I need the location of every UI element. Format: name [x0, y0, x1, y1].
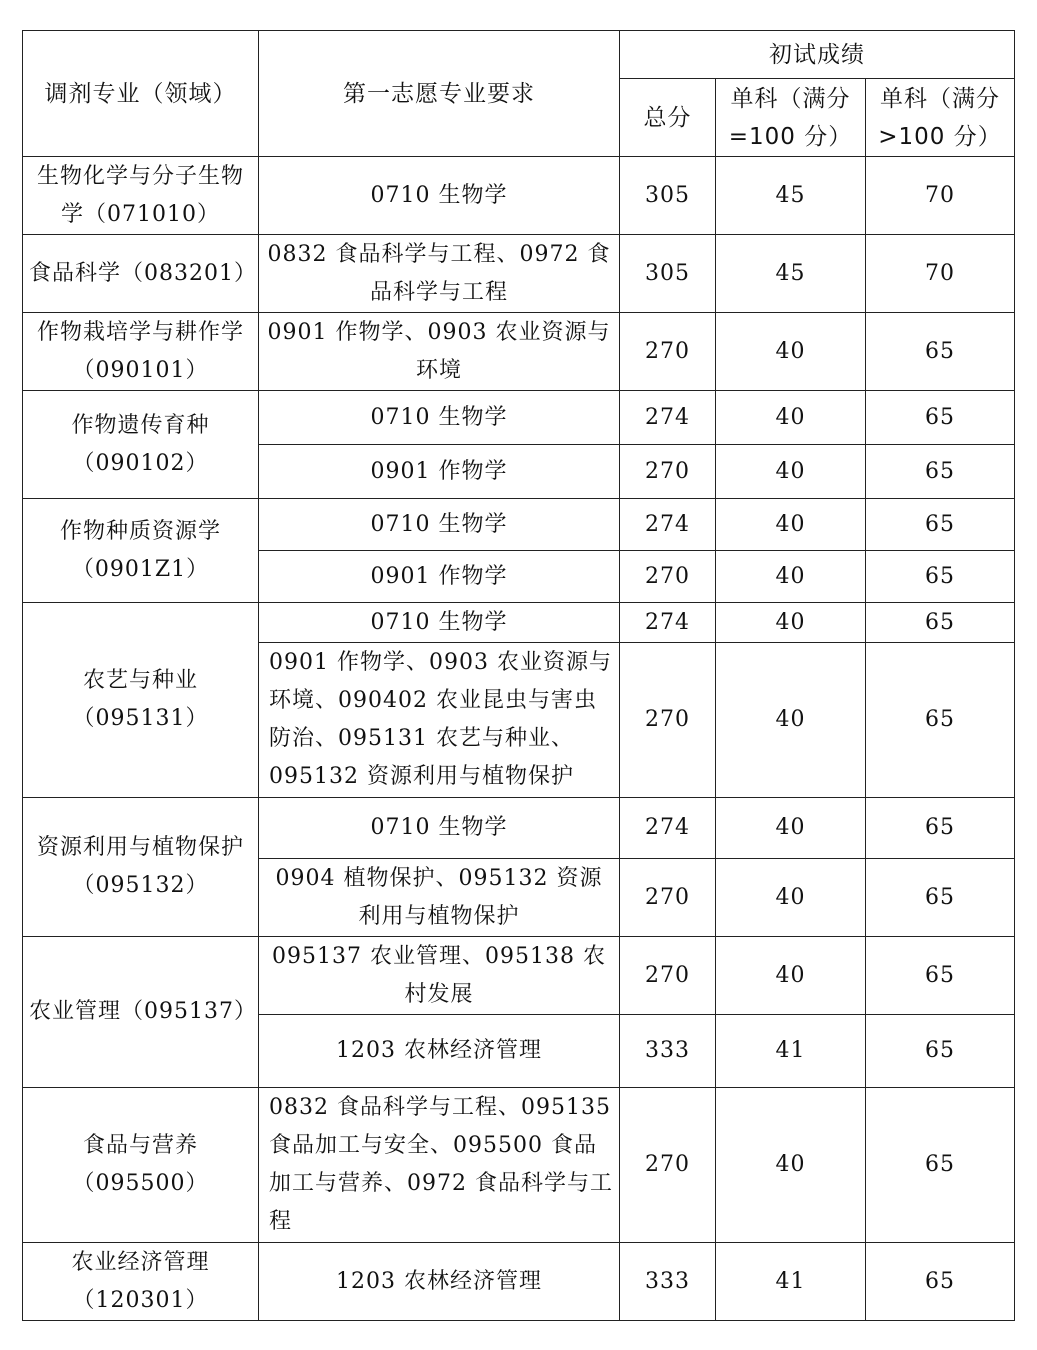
requirement-cell: 0832 食品科学与工程、0972 食品科学与工程: [259, 235, 620, 313]
major-cell: 农艺与种业（095131）: [23, 603, 259, 798]
total-score-cell: 274: [620, 798, 716, 859]
major-cell: 食品科学（083201）: [23, 235, 259, 313]
total-score-cell: 274: [620, 603, 716, 643]
single-100-cell: 40: [716, 937, 866, 1015]
total-score-cell: 274: [620, 499, 716, 551]
major-cell: 资源利用与植物保护（095132）: [23, 798, 259, 937]
requirement-cell: 0710 生物学: [259, 798, 620, 859]
single-gt100-cell: 65: [866, 445, 1015, 499]
requirement-cell: 0904 植物保护、095132 资源利用与植物保护: [259, 859, 620, 937]
table-row: [23, 937, 1015, 1015]
single-100-cell: 41: [716, 1243, 866, 1321]
table-row: [23, 391, 1015, 445]
total-score-cell: 270: [620, 859, 716, 937]
single-100-cell: 40: [716, 313, 866, 391]
single-100-cell: 40: [716, 643, 866, 798]
single-gt100-cell: 65: [866, 937, 1015, 1015]
table-row: [23, 603, 1015, 643]
admission-score-table: [22, 30, 1015, 1321]
single-100-cell: 40: [716, 1088, 866, 1243]
single-100-cell: 40: [716, 859, 866, 937]
single-gt100-cell: 65: [866, 859, 1015, 937]
single-gt100-cell: 65: [866, 603, 1015, 643]
requirement-cell: 0901 作物学: [259, 551, 620, 603]
single-gt100-cell: 65: [866, 499, 1015, 551]
total-score-cell: 270: [620, 1088, 716, 1243]
requirement-cell: 0710 生物学: [259, 499, 620, 551]
major-cell: 农业管理（095137）: [23, 937, 259, 1088]
header-requirement: 第一志愿专业要求: [259, 31, 620, 157]
header-single-100: 单科（满分=100 分）: [716, 79, 866, 157]
requirement-cell: 0901 作物学、0903 农业资源与环境、090402 农业昆虫与害虫防治、095131 农艺与种业、095132 资源利用与植物保护: [259, 643, 620, 798]
single-gt100-cell: 65: [866, 798, 1015, 859]
single-100-cell: 45: [716, 235, 866, 313]
requirement-cell: 0710 生物学: [259, 391, 620, 445]
single-gt100-cell: 65: [866, 313, 1015, 391]
total-score-cell: 270: [620, 643, 716, 798]
major-cell: 作物种质资源学（0901Z1）: [23, 499, 259, 603]
single-gt100-cell: 70: [866, 235, 1015, 313]
requirement-cell: 1203 农林经济管理: [259, 1243, 620, 1321]
table-row: [23, 1088, 1015, 1243]
requirement-cell: 0832 食品科学与工程、095135 食品加工与安全、095500 食品加工与营养、0972 食品科学与工程: [259, 1088, 620, 1243]
table-row: [23, 499, 1015, 551]
total-score-cell: 333: [620, 1015, 716, 1088]
single-100-cell: 45: [716, 157, 866, 235]
header-single-gt100: 单科（满分>100 分）: [866, 79, 1015, 157]
total-score-cell: 305: [620, 235, 716, 313]
single-100-cell: 40: [716, 445, 866, 499]
total-score-cell: 270: [620, 445, 716, 499]
total-score-cell: 274: [620, 391, 716, 445]
requirement-cell: 0710 生物学: [259, 603, 620, 643]
major-cell: 生物化学与分子生物学（071010）: [23, 157, 259, 235]
single-gt100-cell: 65: [866, 391, 1015, 445]
single-gt100-cell: 70: [866, 157, 1015, 235]
table-row: [23, 798, 1015, 859]
requirement-cell: 0901 作物学: [259, 445, 620, 499]
single-gt100-cell: 65: [866, 1015, 1015, 1088]
table-row: [23, 235, 1015, 313]
table-row: [23, 157, 1015, 235]
single-gt100-cell: 65: [866, 551, 1015, 603]
major-cell: 作物遗传育种（090102）: [23, 391, 259, 499]
requirement-cell: 0710 生物学: [259, 157, 620, 235]
single-gt100-cell: 65: [866, 1088, 1015, 1243]
single-100-cell: 40: [716, 798, 866, 859]
header-total: 总分: [620, 79, 716, 157]
header-initial-scores: 初试成绩: [620, 31, 1015, 79]
single-100-cell: 40: [716, 551, 866, 603]
table-row: [23, 1243, 1015, 1321]
total-score-cell: 270: [620, 937, 716, 1015]
total-score-cell: 270: [620, 313, 716, 391]
total-score-cell: 270: [620, 551, 716, 603]
requirement-cell: 0901 作物学、0903 农业资源与环境: [259, 313, 620, 391]
requirement-cell: 095137 农业管理、095138 农村发展: [259, 937, 620, 1015]
single-gt100-cell: 65: [866, 1243, 1015, 1321]
single-100-cell: 40: [716, 391, 866, 445]
single-100-cell: 40: [716, 499, 866, 551]
total-score-cell: 333: [620, 1243, 716, 1321]
total-score-cell: 305: [620, 157, 716, 235]
major-cell: 作物栽培学与耕作学（090101）: [23, 313, 259, 391]
single-100-cell: 41: [716, 1015, 866, 1088]
major-cell: 食品与营养（095500）: [23, 1088, 259, 1243]
major-cell: 农业经济管理（120301）: [23, 1243, 259, 1321]
requirement-cell: 1203 农林经济管理: [259, 1015, 620, 1088]
table-row: [23, 313, 1015, 391]
single-100-cell: 40: [716, 603, 866, 643]
single-gt100-cell: 65: [866, 643, 1015, 798]
header-major: 调剂专业（领域）: [23, 31, 259, 157]
